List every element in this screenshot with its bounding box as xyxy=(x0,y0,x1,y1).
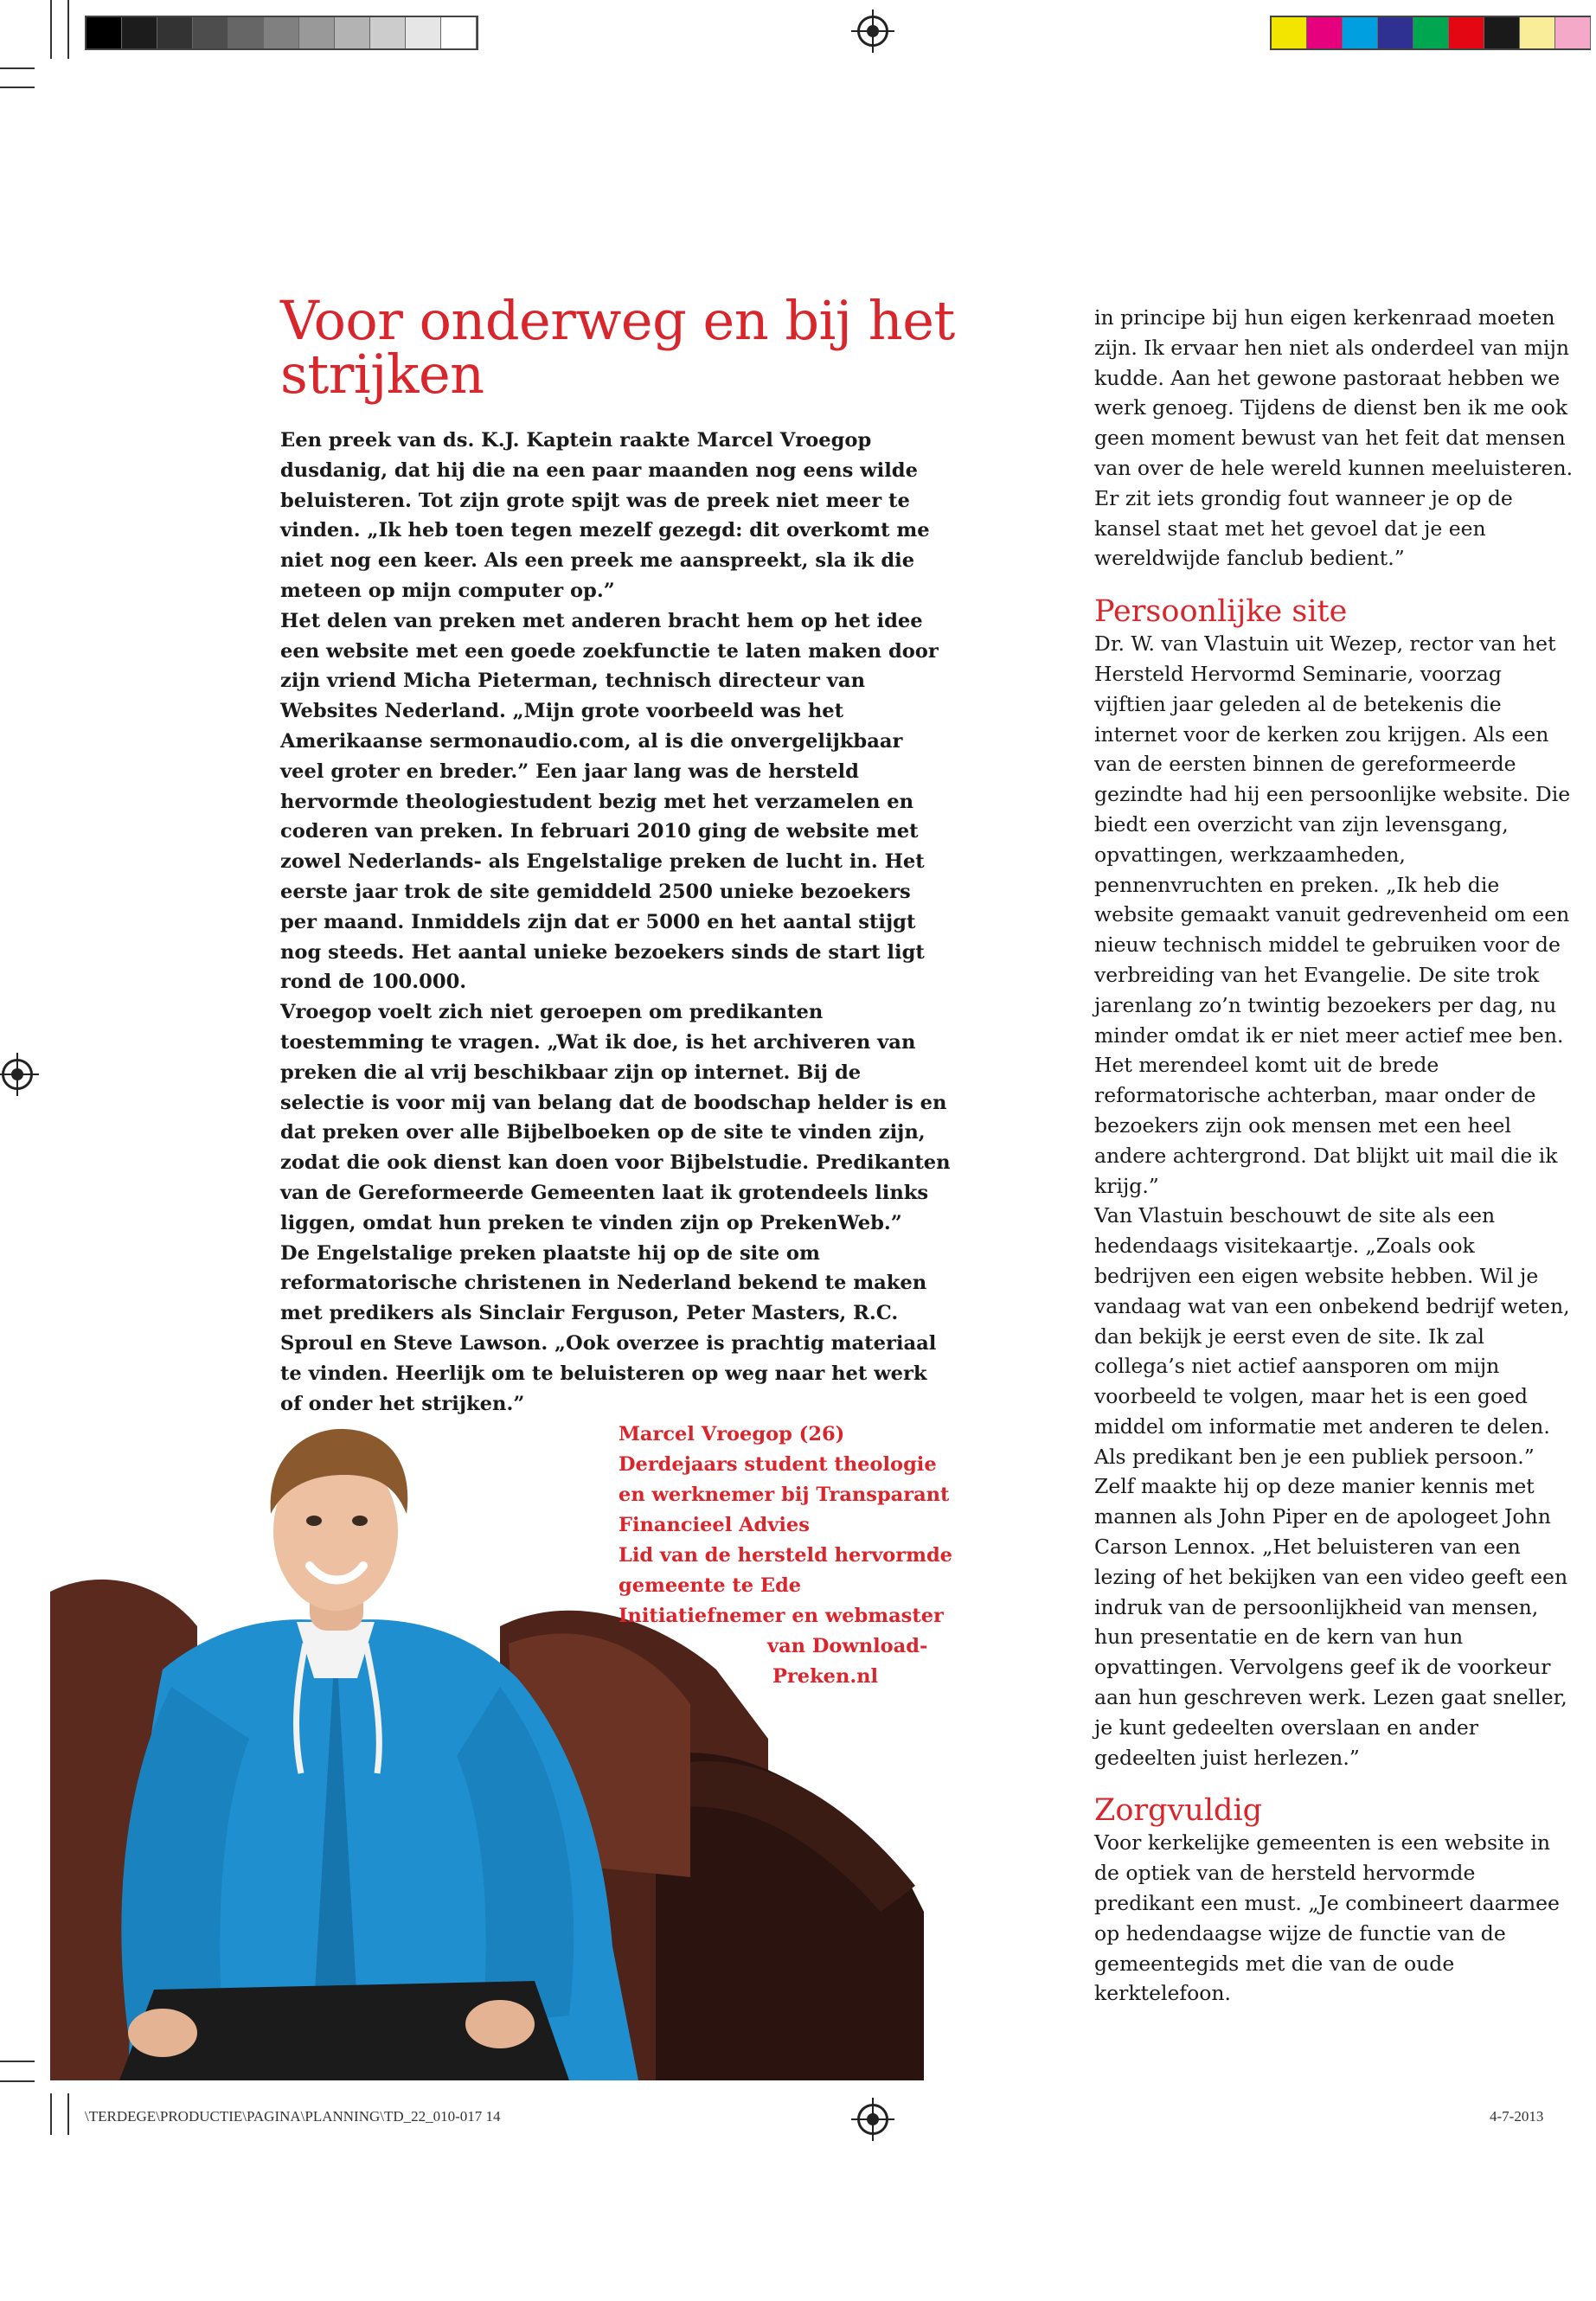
gray-swatch xyxy=(264,17,299,48)
body-paragraph: De Engelstalige preken plaatste hij op de site om reformatorische christenen in Nederland bekend te maken met predikers als Sinclair Ferguson, Peter Masters, R.C. Sproul en Steve Lawson. „Ook overzee is prachtig materiaal te vinden. Heerlijk om te beluisteren op weg naar het werk of onder het strijken.” xyxy=(280,1241,937,1415)
body-paragraph: Van Vlastuin beschouwt de site als een hedendaags visitekaartje. „Zoals ook bedrijven een eigen website hebben. Wil je vandaag wat van een onbekend bedrijf weten, dan bekijk je eerst even de site. Ik zal collega’s niet actief aansporen om mijn voorbeeld te volgen, maar het is een goed middel om informatie met anderen te delen. Als predikant ben je een publiek persoon.” xyxy=(1094,1203,1570,1469)
body-paragraph: in principe bij hun eigen kerkenraad moeten zijn. Ik ervaar hen niet als onderdeel van mijn kudde. Aan het gewone pastoraat hebben we werk genoeg. Tijdens de dienst ben ik me ook geen moment bewust van het feit dat mensen van over de hele wereld kunnen meeluisteren. Er zit iets grondig fout wanneer je op de kansel staat met het gevoel dat je een wereldwijde fanclub bedient.” xyxy=(1094,305,1574,571)
body-paragraph: Dr. W. van Vlastuin uit Wezep, rector van het Hersteld Hervormd Seminarie, voorzag vijftien jaar geleden al de betekenis die internet voor de kerken zou krijgen. Als een van de eersten binnen de gereformeerde gezindte had hij een persoonlijke website. Die biedt een overzicht van zijn levensgang, opvattingen, werkzaamheden, pennenvruchten en preken. „Ik heb die website gemaakt vanuit gedrevenheid om een nieuw technisch middel te gebruiken voor de verbreiding van het Evangelie. De site trok jarenlang zo’n twintig bezoekers per dag, nu minder omdat ik er niet meer actief mee ben. Het merendeel komt uit de brede reformatorische achterban, maar onder de bezoekers zijn ook mensen met een heel andere achtergrond. Dat blijkt uit mail die ik krijg.” xyxy=(1094,631,1571,1198)
color-swatch xyxy=(1484,17,1520,48)
color-swatch xyxy=(1343,17,1378,48)
print-slug-path: \TERDEGE\PRODUCTIE\PAGINA\PLANNING\TD_22_010-017 14 xyxy=(85,2108,501,2125)
body-paragraph: Voor kerkelijke gemeenten is een website in de optiek van de hersteld hervormde predikant een must. „Je combineert daarmee op hedendaagse wijze de functie van de gemeentegids met die van de oude kerktelefoon. xyxy=(1094,1830,1560,2006)
crop-mark-bottom-left-v xyxy=(50,2093,52,2135)
gray-swatch xyxy=(87,17,122,48)
gray-color-bar xyxy=(85,16,478,50)
color-swatch xyxy=(1378,17,1413,48)
crop-mark-bottom-left-h2 xyxy=(0,2080,35,2082)
crop-mark-top-left-v2 xyxy=(50,0,52,59)
eye xyxy=(352,1516,368,1526)
right-column-body xyxy=(1094,303,1574,2009)
gray-swatch xyxy=(370,17,406,48)
caption-line: en werknemer bij Transparant xyxy=(619,1484,950,1506)
caption-line: Preken.nl xyxy=(772,1665,879,1688)
crop-mark-top-left-h xyxy=(0,67,35,69)
gray-swatch xyxy=(335,17,370,48)
body-paragraph: Het delen van preken met anderen bracht hem op het idee een website met een goede zoekfunctie te laten maken door zijn vriend Micha Pieterman, technisch directeur van Websites Nederland. „Mijn grote voorbeeld was het Amerikaanse sermonaudio.com, al is die onvergelijkbaar veel groter en breder.” Een jaar lang was de hersteld hervormde theologiestudent bezig met het verzamelen en coderen van preken. In februari 2010 ging de website met zowel Nederlands- als Engelstalige preken de lucht in. Het eerste jaar trok de site gemiddeld 2500 unieke bezoekers per maand. Inmiddels zijn dat er 5000 en het aantal stijgt nog steeds. Het aantal unieke bezoekers sinds de start ligt rond de 100.000. xyxy=(280,609,939,994)
color-swatch xyxy=(1449,17,1484,48)
crop-mark-bottom-left-v2 xyxy=(67,2093,69,2135)
caption-line: Financieel Advies xyxy=(619,1514,810,1536)
color-swatch xyxy=(1413,17,1449,48)
print-slug-date: 4-7-2013 xyxy=(1490,2108,1544,2125)
color-swatch xyxy=(1307,17,1343,48)
eye xyxy=(306,1516,322,1526)
caption-line: Derdejaars student theologie xyxy=(619,1453,937,1476)
gray-swatch xyxy=(299,17,335,48)
process-color-bar xyxy=(1270,16,1591,50)
crop-mark-bottom-left-h xyxy=(0,2061,35,2062)
photo-caption xyxy=(619,1420,973,1692)
gray-swatch xyxy=(157,17,193,48)
gray-swatch xyxy=(122,17,157,48)
hand xyxy=(128,2009,197,2057)
crop-mark-top-left-h2 xyxy=(0,87,35,88)
gray-swatch xyxy=(441,17,477,48)
caption-line: gemeente te Ede xyxy=(619,1574,802,1597)
caption-line: Marcel Vroegop (26) xyxy=(619,1423,845,1445)
body-paragraph: Een preek van ds. K.J. Kaptein raakte Marcel Vroegop dusdanig, dat hij die na een paar maanden nog eens wilde beluisteren. Tot zijn grote spijt was de preek niet meer te vinden. „Ik heb toen tegen mezelf gezegd: dit overkomt me niet nog een keer. Als een preek me aanspreekt, sla ik die meteen op mijn computer op.” xyxy=(280,429,930,602)
registration-mark-top xyxy=(857,16,888,47)
section-heading-persoonlijke-site: Persoonlijke site xyxy=(1094,594,1348,630)
color-swatch xyxy=(1520,17,1555,48)
left-column-body xyxy=(280,426,952,1419)
article-headline: Voor onderweg en bij het strijken xyxy=(280,289,955,406)
color-swatch xyxy=(1555,17,1591,48)
registration-mark-bottom xyxy=(857,2104,888,2135)
hand xyxy=(465,2000,535,2048)
gray-swatch xyxy=(228,17,264,48)
registration-mark-left xyxy=(2,1059,33,1090)
caption-line: Initiatiefnemer en webmaster xyxy=(619,1605,944,1627)
caption-line: Lid van de hersteld hervormde xyxy=(619,1544,952,1567)
caption-line: van Download- xyxy=(767,1635,928,1657)
crop-mark-top-left-v xyxy=(67,0,69,59)
color-swatch xyxy=(1272,17,1307,48)
gray-swatch xyxy=(193,17,228,48)
body-paragraph: Vroegop voelt zich niet geroepen om predikanten toestemming te vragen. „Wat ik doe, is het archiveren van preken die al vrij beschikbaar zijn op internet. Bij de selectie is voor mij van belang dat de boodschap helder is en dat preken over alle Bijbelboeken op de site te vinden zijn, zodat die ook dienst kan doen voor Bijbelstudie. Predikanten van de Gereformeerde Gemeenten laat ik grotendeels links liggen, omdat hun preken te vinden zijn op PrekenWeb.” xyxy=(280,1001,951,1234)
body-paragraph: Zelf maakte hij op deze manier kennis met mannen als John Piper en de apologeet John Carson Lennox. „Het beluisteren van een lezing of het bekijken van een video geeft een indruk van de persoonlijkheid van mensen, hun presentatie en de kern van hun opvattingen. Vervolgens geef ik de voorkeur aan hun geschreven werk. Lezen gaat sneller, je kunt gedeelten overslaan en ander gedeelten juist herlezen.” xyxy=(1094,1474,1568,1770)
gray-swatch xyxy=(406,17,441,48)
section-heading-zorgvuldig: Zorgvuldig xyxy=(1094,1793,1263,1829)
